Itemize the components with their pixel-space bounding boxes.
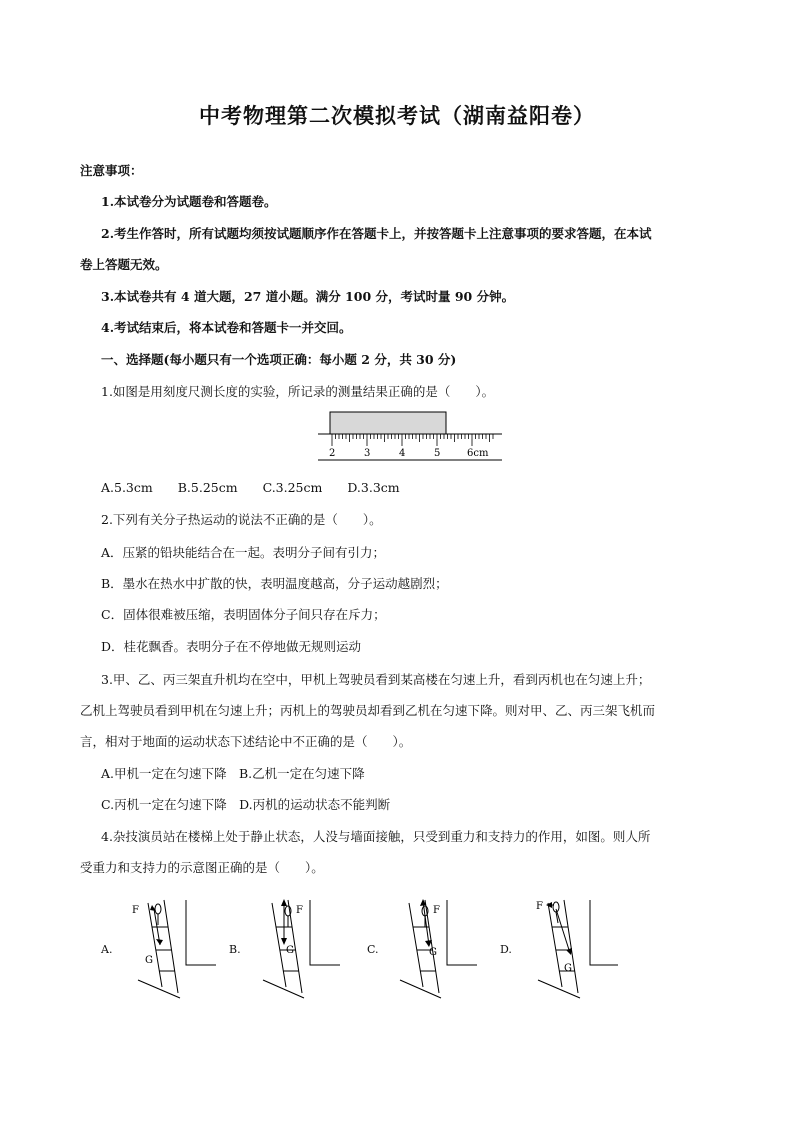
notice-heading: 注意事项：	[80, 163, 143, 178]
svg-text:G: G	[564, 963, 572, 974]
notice-item: 2.考生作答时，所有试题均须按试题顺序作在答题卡上，并按答题卡上注意事项的要求答题，在本试	[101, 226, 652, 241]
notice-item: 3.本试卷共有 4 道大题，27 道小题。满分 100 分，考试时量 90 分钟。	[101, 289, 515, 304]
notice-item: 1.本试卷分为试题卷和答题卷。	[101, 194, 277, 209]
svg-text:F: F	[433, 905, 440, 916]
ruler-ticks	[332, 434, 493, 446]
ruler-figure	[310, 408, 510, 470]
page-title: 中考物理第二次模拟考试（湖南益阳卷）	[199, 104, 595, 128]
ruler-label: 2	[329, 448, 336, 459]
staircase-figure-c	[395, 895, 490, 1000]
svg-text:G: G	[145, 955, 153, 966]
svg-text:F: F	[536, 901, 543, 912]
question-2-option: C．固体很难被压缩，表明固体分子间只存在斥力；	[101, 607, 386, 622]
question-3-option: A.甲机一定在匀速下降 B.乙机一定在匀速下降	[101, 766, 365, 781]
svg-text:G: G	[429, 947, 437, 958]
ruler-label: 5	[434, 448, 441, 459]
ruler-label: 3	[364, 448, 371, 459]
notice-item: 4.考试结束后，将本试卷和答题卡一并交回。	[101, 320, 352, 335]
question-4-stem: 4.杂技演员站在楼梯上处于静止状态，人没与墙面接触，只受到重力和支持力的作用，如图。则人所	[101, 829, 651, 844]
section-heading: 一、选择题(每小题只有一个选项正确：每小题 2 分，共 30 分)	[101, 352, 457, 367]
question-3-stem: 乙机上驾驶员看到甲机在匀速上升；丙机上的驾驶员却看到乙机在匀速下降。则对甲、乙、丙三架飞机而	[80, 703, 656, 718]
notice-item: 卷上答题无效。	[80, 257, 168, 272]
figure-option-label: A.	[101, 943, 113, 956]
figure-option-label: C.	[367, 943, 379, 956]
ruler-label: 4	[399, 448, 406, 459]
figure-option-label: D.	[500, 943, 512, 956]
svg-text:G: G	[286, 945, 294, 956]
staircase-figure-b	[258, 895, 353, 1000]
figure-option-label: B.	[229, 943, 241, 956]
question-1-options: A.5.3cm B.5.25cm C.3.25cm D.3.3cm	[101, 480, 400, 495]
question-2-option: D．桂花飘香。表明分子在不停地做无规则运动	[101, 639, 362, 654]
question-3-stem: 3.甲、乙、丙三架直升机均在空中，甲机上驾驶员看到某高楼在匀速上升，看到丙机也在匀速上升；	[101, 672, 651, 687]
svg-text:F: F	[132, 905, 139, 916]
question-1-stem: 1.如图是用刻度尺测长度的实验，所记录的测量结果正确的是（ ）。	[101, 384, 495, 399]
question-4-stem: 受重力和支持力的示意图正确的是（ ）。	[80, 860, 324, 875]
question-2-stem: 2.下列有关分子热运动的说法不正确的是（ ）。	[101, 512, 382, 527]
staircase-figure-a	[128, 895, 223, 1000]
measured-block	[330, 412, 446, 434]
question-3-option: C.丙机一定在匀速下降 D.丙机的运动状态不能判断	[101, 797, 391, 812]
question-3-stem: 言，相对于地面的运动状态下述结论中不正确的是（ ）。	[80, 734, 412, 749]
svg-text:F: F	[296, 905, 303, 916]
staircase-figure-d	[530, 895, 625, 1000]
question-2-option: A．压紧的铅块能结合在一起。表明分子间有引力；	[101, 545, 386, 560]
question-2-option: B．墨水在热水中扩散的快，表明温度越高，分子运动越剧烈；	[101, 576, 448, 591]
ruler-label: 6cm	[467, 448, 489, 459]
